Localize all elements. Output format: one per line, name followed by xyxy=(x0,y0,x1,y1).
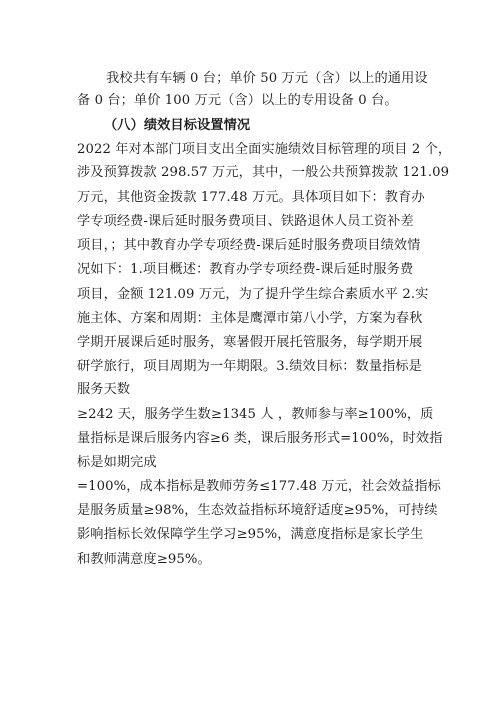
text-line: 学专项经费-课后延时服务费项目、铁路退休人员工资补差 xyxy=(77,214,414,229)
text-line: 况如下：1.项目概述：教育办学专项经费-课后延时服务费 xyxy=(77,262,414,277)
text-line: 量指标是课后服务内容≥6 类，课后服务形式=100%，时效指 xyxy=(77,431,443,446)
text-line: 2022 年对本部门项目支出全面实施绩效目标管理的项目 2 个， xyxy=(77,142,452,157)
text-line: 标是如期完成 xyxy=(77,455,157,470)
text-line: 和教师满意度≥95%。 xyxy=(77,552,211,567)
section-heading: （八）绩效目标设置情况 xyxy=(104,118,251,133)
text-line: 项目，；其中教育办学专项经费-课后延时服务费项目绩效情 xyxy=(77,238,421,253)
text-line: ≥242 天，服务学生数≥1345 人 ，教师参与率≥100%，质 xyxy=(77,407,434,422)
text-line: =100%，成本指标是教师劳务≤177.48 万元，社会效益指标 xyxy=(77,479,441,494)
text-line: 施主体、方案和周期：主体是鹰潭市第八小学，方案为春秋 xyxy=(77,311,423,326)
text-line: 万元，其他资金拨款 177.48 万元。具体项目如下：教育办 xyxy=(77,190,425,205)
text-line: 影响指标长效保障学生学习≥95%，满意度指标是家长学生 xyxy=(77,527,424,542)
text-line: 备 0 台；单价 100 万元（含）以上的专用设备 0 台。 xyxy=(77,93,398,108)
text-line: 服务天数 xyxy=(77,382,131,397)
text-line: 是服务质量≥98%，生态效益指标环境舒适度≥95%，可持续 xyxy=(77,503,438,518)
text-line: 学期开展课后延时服务，寒暑假开展托管服务，每学期开展 xyxy=(77,335,423,350)
text-line: 研学旅行，项目周期为一年期限。3.绩效目标：数量指标是 xyxy=(77,359,422,374)
text-line: 项目，金额 121.09 万元，为了提升学生综合素质水平 2.实 xyxy=(77,287,429,302)
text-line: 涉及预算拨款 298.57 万元，其中，一般公共预算拨款 121.09 xyxy=(77,165,450,180)
text-line: 我校共有车辆 0 台；单价 50 万元（含）以上的通用设 xyxy=(106,71,428,86)
